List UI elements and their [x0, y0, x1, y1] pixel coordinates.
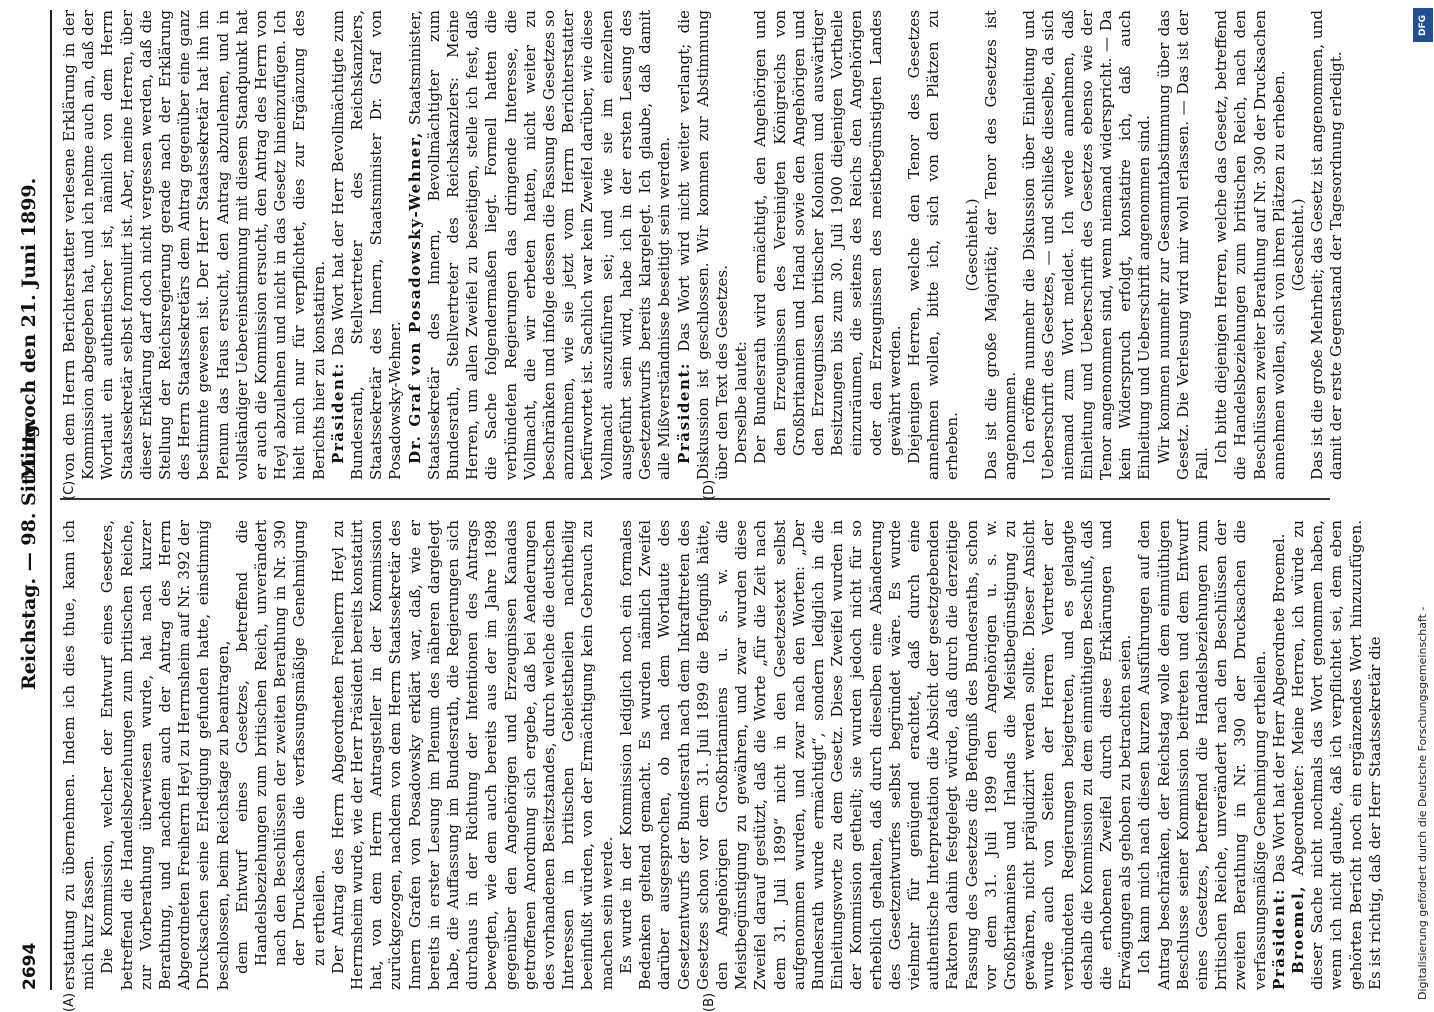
- speaker-label: Broemel,: [1289, 885, 1307, 974]
- digitization-strip: [1412, 0, 1434, 1000]
- paragraph: Dr. Graf von Posadowsky-Wehner, Staatsminister, Staatssekretär des Innern, Bevollmächtigter zum Bundesrath, Stellvertreter des Reichskanzlers: Meine Herren, um allen Zweifel zu beseitigen, stelle ich fest, daß die Sache folgendermaßen liegt. Formell hatten die verbündeten Regierungen das dringende Interesse, die Vollmacht, die wir erbeten hatten, nicht weiter zu beschränken und infolge dessen die Fassung des Gesetzes so anzunehmen, wie sie jetzt vom Herrn Berichterstatter befürwortet ist. Sachlich war kein Zweifel darüber, wie diese Vollmacht auszuführen sei; und wie sie im einzelnen ausgeführt sein wird, habe ich in der ersten Lesung des Gesetzentwurfs bereits klargelegt. Ich glaube, daß damit alle Mißverständnisse beseitigt sein werden.: [405, 10, 674, 480]
- paragraph: Broemel, Abgeordneter: Meine Herren, ich würde zu dieser Sache nicht nochmals das Wort genommen haben, wenn ich nicht glaubte, daß ich verpflichtet sei, dem eben gehörten Bericht noch ein ergänzendes Wort hinzuzufügen. Es ist richtig, daß der Herr Staatssekretär die: [1289, 520, 1384, 990]
- paragraph: Es wurde in der Kommission lediglich noch ein formales Bedenken geltend gemacht. Es wurden nämlich Zweifel darüber ausgesprochen, ob nach dem Wortlaute des Gesetzentwurfs der Bundesrath nach dem Inkrafttreten des Gesetzes schon vor dem 31. Juli 1899 die Befugniß hätte, den Angehörigen Großbritanniens u. s. w. die Meistbegünstigung zu gewähren, und zwar wurden diese Zweifel darauf gestützt, daß die Worte „für die Zeit nach dem 31. Juli 1899“ nicht in den Gesetzestext selbst aufgenommen wurden, und zwar nach den Worten: „Der Bundesrath wurde ermächtigt“, sondern lediglich in die Einleitungsworte zu dem Gesetz. Diese Zweifel wurden in der Kommission getheilt; sie wurden jedoch nicht für so erheblich gehalten, daß durch dieselben eine Abänderung des Gesetzentwurfes selbst begründet wäre. Es wurde vielmehr für genügend erachtet, daß durch eine authentische Interpretation die Absicht der gesetzgebenden Faktoren dahin festgelegt würde, daß durch die derzeitige Fassung des Gesetzes die Befugniß des Bundesraths, schon vor dem 31. Juli 1899 den Angehörigen u. s. w. Großbritanniens und Irlands die Meistbegünstigung zu gewähren, nicht präjudizirt werden sollte. Dieser Ansicht wurde auch von Seiten der Herren Vertreter der verbündeten Regierungen beigetreten, und es gelangte deshalb die Kommission zu dem einmüthigen Beschluß, daß die erhobenen Zweifel durch diese Erklärungen und Erwägungen als gehoben zu betrachten seien.: [616, 520, 1135, 990]
- funding-label: Digitalisierung gefördert durch die Deutsche Forschungsgemeinschaft -: [1416, 606, 1429, 1000]
- paragraph: Das ist die große Mehrheit; das Gesetz ist angenommen, und damit der erste Gegenstand der Tagesordnung erledigt.: [1308, 10, 1346, 480]
- paragraph: Der Bundesrath wird ermächtigt, den Angehörigen und den Erzeugnissen des Vereinigten Königreichs von Großbritannien und Irland sowie den Angehörigen und den Erzeugnissen britischer Kolonien und auswärtiger Besitzungen bis zum 30. Juli 1900 diejenigen Vortheile einzuräumen, die seitens des Reichs den Angehörigen oder den Erzeugnissen des meistbegünstigten Landes gewährt werden.: [751, 10, 904, 464]
- speaker-label: Präsident:: [1269, 888, 1288, 990]
- header-session-title: Reichstag. — 98. Sitzung.: [18, 417, 40, 690]
- paragraph: von dem Herrn Berichterstatter verlesene Erklärung in der Kommission abgegeben hat, und ich nehme auch an, daß der Wortlaut ein authentischer ist, nämlich von dem Herrn Staatssekretär selbst formulirt ist. Aber, meine Herren, über dieser Erklärung darf doch nicht vergessen werden, daß die Stellung der Reichsregierung gerade nach der Erklärung des Herrn Staatssekretärs dem Antrag gegenüber eine ganz bestimmte gewesen ist. Der Herr Staatssekretär hat ihn im Plenum das Haus ersucht, den Antrag abzulehnen, und in vollständiger Uebereinstimmung mit diesem Standpunkt hat er auch die Kommission ersucht, den Antrag des Herrn von Heyl abzulehnen und nicht in das Gesetz hineinzufügen. Ich hielt mich nur für verpflichtet, dies zur Ergänzung des Berichts hier zu konstatiren.: [60, 10, 328, 480]
- page-header-right: [12, 10, 48, 480]
- speaker-label: Präsident:: [328, 362, 347, 464]
- paragraph: Der Antrag des Herrn Abgeordneten Freiherrn Heyl zu Herrnsheim wurde, wie der Herr Präsident bereits konstatirt hat, von dem Herrn Antragsteller in der Kommission zurückgezogen, nachdem von dem Herrn Staatssekretär des Innern Grafen von Posadowsky erklärt war, daß, wie er bereits in erster Lesung im Plenum des näheren dargelegt habe, die Auffassung im Bundesrath, die Regierungen sich durchaus in der Richtung der Intentionen des Antrags bewegten, wie dem auch bereits aus der im Jahre 1898 gegenüber den Angehörigen und Erzeugnissen Kanadas getroffenen Anordnung sich ergebe, daß bei Aenderungen des vorhandenen Besitzstandes, durch welche die deutschen Interessen in britischen Gebietstheilen nachtheilig beeinflußt würden, von der Ermächtigung kein Gebrauch zu machen sein werde.: [328, 520, 616, 990]
- paragraph: (Geschieht.): [1289, 198, 1307, 292]
- paragraph: Diejenigen Herren, welche den Tenor des Gesetzes annehmen wollen, bitte ich, sich von den Plätzen zu erheben.: [904, 10, 962, 480]
- paragraph: (Geschieht.): [962, 198, 981, 292]
- paragraph: Ich kann mich nach diesen kurzen Ausführungen auf den Antrag beschränken, der Reichstag wolle dem einmüthigen Beschlusse seiner Kommission beitreten und dem Entwurf eines Gesetzes, betreffend die Handelsbeziehungen zum britischen Reiche, unverändert nach den Beschlüssen der zweiten Berathung in Nr. 390 der Drucksachen die verfassungsmäßige Genehmigung ertheilen.: [1135, 520, 1269, 990]
- margin-marker-c: (C): [62, 480, 77, 500]
- paragraph: erstattung zu übernehmen. Indem ich dies thue, kann ich mich kurz fassen.: [60, 520, 98, 990]
- paragraph: Das ist die große Majorität; der Tenor des Gesetzes ist angenommen.: [981, 10, 1019, 480]
- paragraph: Die Kommission, welcher der Entwurf eines Gesetzes, betreffend die Handelsbeziehungen zum britischen Reiche, zur Vorberathung überwiesen wurde, hat nach kurzer Berathung, und nachdem auch der Antrag des Herrn Abgeordneten Freiherrn Heyl zu Herrnsheim auf Nr. 392 der Drucksachen seine Erledigung gefunden hatte, einstimmig beschlossen, beim Reichstage zu beantragen,: [98, 520, 232, 990]
- paragraph: Präsident: Das Wort hat der Herr Bevollmächtigte zum Bundesrath, Stellvertreter des Reichskanzlers, Staatssekretär des Innern, Staatsminister Dr. Graf von Posadowsky-Wehner.: [328, 10, 405, 480]
- header-rule: [50, 10, 52, 990]
- rotated-page: [12, 10, 1384, 1012]
- paragraph: Ich eröffne nunmehr die Diskussion über Einleitung und Ueberschrift des Gesetzes, — und schließe dieselbe, da sich niemand zum Wort meldet. Ich werde annehmen, daß Einleitung und Ueberschrift des Gesetzes ebenso wie der Tenor angenommen sind, wenn niemand widerspricht. — Da kein Widerspruch erfolgt, konstatire ich, daß auch Einleitung und Ueberschrift angenommen sind.: [1020, 10, 1154, 480]
- margin-marker-b: (B): [702, 992, 717, 1012]
- margin-marker-d: (D): [702, 479, 717, 500]
- dfg-logo: DFG: [1413, 8, 1433, 42]
- right-column: [60, 10, 1347, 480]
- paragraph: dem Entwurf eines Gesetzes, betreffend die Handelsbeziehungen zum britischen Reich, unverändert nach den Beschlüssen der zweiten Berathung in Nr. 390 der Drucksachen die verfassungsmäßige Genehmigung zu ertheilen.: [232, 520, 328, 974]
- paragraph: Präsident: Das Wort hat der Herr Abgeordnete Broemel.: [1269, 533, 1288, 990]
- speaker-label: Dr. Graf von Posadowsky-Wehner,: [405, 131, 424, 464]
- margin-marker-a: (A): [62, 992, 77, 1012]
- paragraph: Präsident: Das Wort wird nicht weiter verlangt; die Diskussion ist geschlossen. Wir kommen zur Abstimmung über den Text des Gesetzes.: [674, 10, 731, 480]
- left-column: [60, 520, 1385, 990]
- column-separator: [60, 498, 1330, 500]
- speaker-label: Präsident:: [674, 362, 693, 464]
- header-date: Mittwoch den 21. Juni 1899.: [18, 177, 40, 480]
- paragraph: Ich bitte diejenigen Herren, welche das Gesetz, betreffend die Handelsbeziehungen zum britischen Reich, nach den Beschlüssen zweiter Berathung auf Nr. 390 der Drucksachen annehmen wollen, sich von ihren Plätzen zu erheben.: [1212, 10, 1288, 480]
- paragraph: Derselbe lautet:: [732, 341, 751, 464]
- page-number: 2694: [20, 942, 40, 990]
- paragraph: Wir kommen nunmehr zur Gesammtabstimmung über das Gesetz. Die Verlesung wird mir wohl erlassen. — Das ist der Fall.: [1154, 10, 1211, 480]
